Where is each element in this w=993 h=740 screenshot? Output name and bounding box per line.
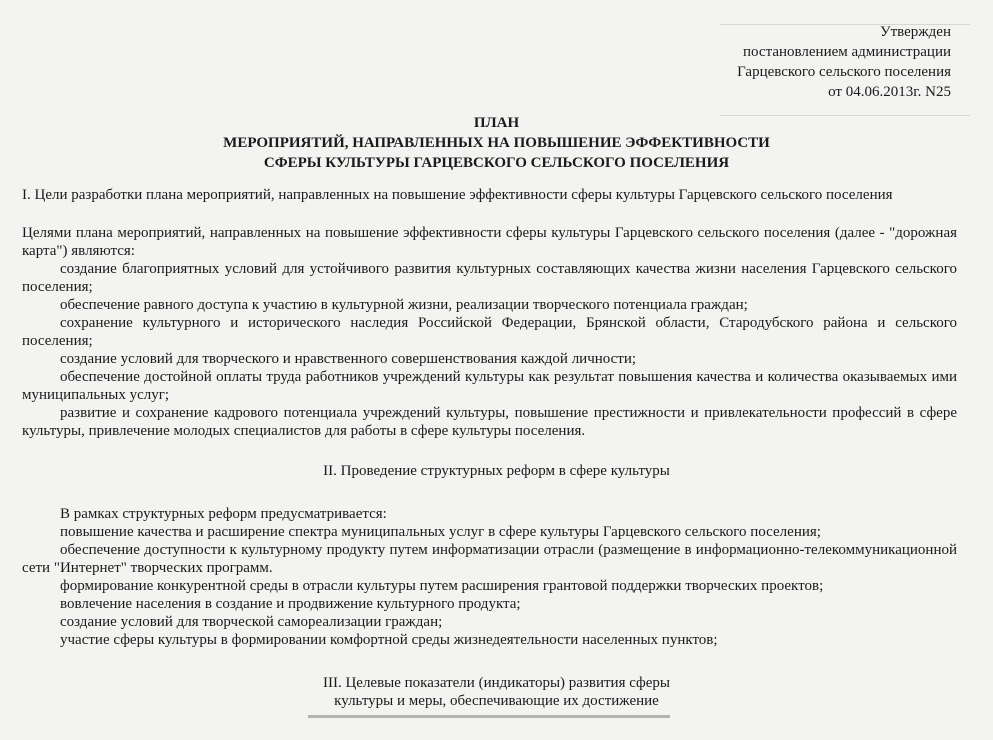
list-item: создание условий для творческого и нравственного совершенствования каждой личности; [60,351,637,367]
list-item: формирование конкурентной среды в отрасли культуры путем расширения грантовой поддержки творческих проектов; [60,578,824,594]
section-2-body [22,505,957,649]
section-intro: В рамках структурных реформ предусматривается: [60,506,387,522]
title-line: СФЕРЫ КУЛЬТУРЫ ГАРЦЕВСКОГО СЕЛЬСКОГО ПОСЕЛЕНИЯ [263,155,730,171]
list-item: обеспечение доступности к культурному продукту путем информатизации отрасли (размещение в информационно-телекоммуникационной сети "Интернет" творческих программ. [22,542,957,576]
section-heading-line: III. Целевые показатели (индикаторы) развития сферы [322,675,671,691]
title-line: ПЛАН [473,115,520,131]
document-title [0,113,993,173]
approval-line: Утвержден [879,24,951,40]
section-heading-line: культуры и меры, обеспечивающие их достижение [334,693,659,709]
list-item: вовлечение населения в создание и продвижение культурного продукта; [60,596,521,612]
section-1-heading [22,186,957,204]
section-3-heading [0,674,993,710]
approval-stamp [737,22,951,102]
list-item: обеспечение равного доступа к участию в культурной жизни, реализации творческого потенциала граждан; [60,297,748,313]
list-item: участие сферы культуры в формировании комфортной среды жизнедеятельности населенных пунктов; [60,632,718,648]
approval-line: Гарцевского сельского поселения [737,64,951,80]
pen-underline-mark [308,715,670,718]
list-item: создание благоприятных условий для устойчивого развития культурных составляющих качества жизни населения Гарцевского сельского поселения; [22,261,957,295]
approval-line: постановлением администрации [743,44,951,60]
list-item: сохранение культурного и исторического наследия Российской Федерации, Брянской области, Стародубского района и сельского поселения; [22,315,957,349]
section-intro: Целями плана мероприятий, направленных на повышение эффективности сферы культуры Гарцевского сельского поселения (далее - "дорожная карта") являются: [22,225,957,259]
list-item: развитие и сохранение кадрового потенциала учреждений культуры, повышение престижности и привлекательности профессий в сфере культуры, привлечение молодых специалистов для работы в сфере культуры поселения. [22,405,957,439]
title-line: МЕРОПРИЯТИЙ, НАПРАВЛЕННЫХ НА ПОВЫШЕНИЕ ЭФФЕКТИВНОСТИ [223,135,770,151]
list-item: создание условий для творческой самореализации граждан; [60,614,443,630]
section-heading: II. Проведение структурных реформ в сфере культуры [323,463,670,479]
section-1-body [22,224,957,440]
list-item: повышение качества и расширение спектра муниципальных услуг в сфере культуры Гарцевского сельского поселения; [60,524,821,540]
list-item: обеспечение достойной оплаты труда работников учреждений культуры как результат повышения качества и количества оказываемых ими муниципальных услуг; [22,369,957,403]
section-2-heading [0,462,993,480]
section-heading: I. Цели разработки плана мероприятий, направленных на повышение эффективности сферы культуры Гарцевского сельского поселения [22,187,893,203]
approval-line: от 04.06.2013г. N25 [828,84,951,100]
